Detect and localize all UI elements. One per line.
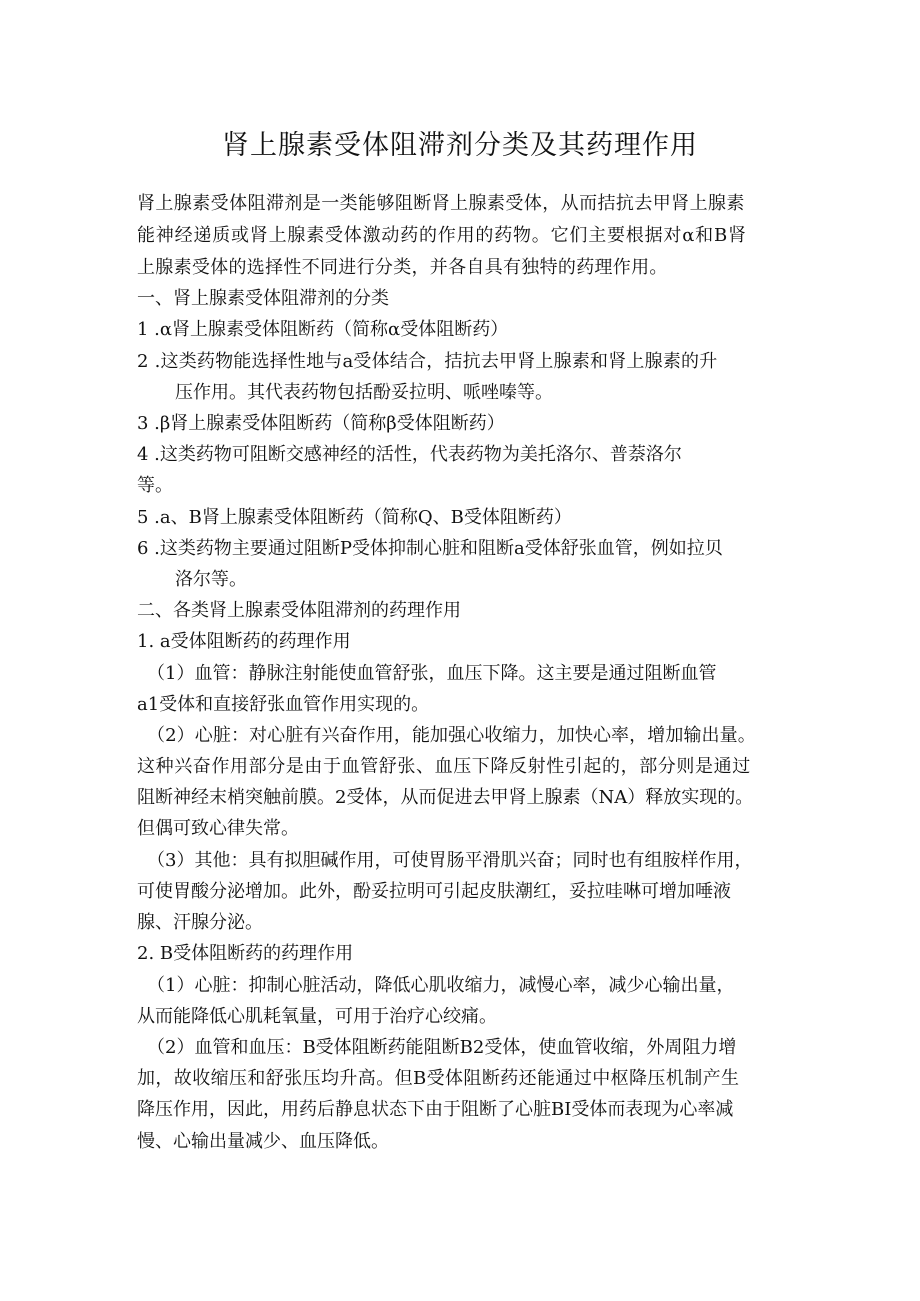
list-item-continuation: 等。 (137, 475, 173, 496)
paragraph-line: a1受体和直接舒张血管作用实现的。 (137, 694, 430, 715)
subsection-heading: 1. a受体阻断药的药理作用 (137, 631, 351, 652)
subsection-heading: 2. B受体阻断药的药理作用 (137, 943, 354, 964)
section-heading: 一、肾上腺素受体阻滞剂的分类 (137, 288, 389, 309)
paragraph-line: 但偶可致心律失常。 (137, 818, 299, 839)
list-item: 2 .这类药物能选择性地与a受体结合，拮抗去甲肾上腺素和肾上腺素的升 (137, 351, 718, 372)
paragraph-line: （2）血管和血压：B受体阻断药能阻断B2受体，使血管收缩，外周阻力增 (147, 1037, 737, 1058)
paragraph-line: 能神经递质或肾上腺素受体激动药的作用的药物。它们主要根据对α和B肾 (137, 225, 747, 246)
paragraph-line: （2）心脏：对心脏有兴奋作用，能加强心收缩力，加快心率，增加输出量。 (147, 725, 756, 746)
list-item-continuation: 洛尔等。 (175, 569, 247, 590)
paragraph-line: （1）心脏：抑制心脏活动，降低心肌收缩力，减慢心率，减少心输出量， (147, 975, 735, 996)
paragraph-line: 慢、心输出量减少、血压降低。 (137, 1131, 389, 1152)
paragraph-line: 阻断神经末梢突触前膜。2受体，从而促进去甲肾上腺素（NA）释放实现的。 (137, 787, 754, 808)
paragraph-line: 加，故收缩压和舒张压均升高。但B受体阻断药还能通过中枢降压机制产生 (137, 1068, 740, 1089)
section-heading: 二、各类肾上腺素受体阻滞剂的药理作用 (137, 600, 461, 621)
paragraph-line: 可使胃酸分泌增加。此外，酚妥拉明可引起皮肤潮红，妥拉哇啉可增加唾液 (137, 881, 731, 902)
list-item: 1 .α肾上腺素受体阻断药（简称α受体阻断药） (137, 319, 509, 340)
paragraph-line: （1）血管：静脉注射能使血管舒张，血压下降。这主要是通过阻断血管 (147, 663, 717, 684)
paragraph-line: 降压作用，因此，用药后静息状态下由于阻断了心脏BI受体而表现为心率减 (137, 1099, 734, 1120)
paragraph-line: 这种兴奋作用部分是由于血管舒张、血压下降反射性引起的，部分则是通过 (137, 756, 751, 777)
list-item: 3 .β肾上腺素受体阻断药（简称β受体阻断药） (137, 413, 505, 434)
list-item: 6 .这类药物主要通过阻断P受体抑制心脏和阻断a受体舒张血管，例如拉贝 (137, 538, 723, 559)
list-item: 4 .这类药物可阻断交感神经的活性，代表药物为美托洛尔、普萘洛尔 (137, 444, 682, 465)
paragraph-line: 腺、汗腺分泌。 (137, 912, 263, 933)
list-item: 5 .a、B肾上腺素受体阻断药（简称Q、B受体阻断药） (137, 507, 572, 528)
paragraph-line: （3）其他：具有拟胆碱作用，可使胃肠平滑肌兴奋；同时也有组胺样作用， (147, 850, 753, 871)
paragraph-line: 从而能降低心肌耗氧量，可用于治疗心绞痛。 (137, 1006, 497, 1027)
paragraph-line: 肾上腺素受体阻滞剂是一类能够阻断肾上腺素受体，从而拮抗去甲肾上腺素 (137, 193, 745, 214)
document-title: 肾上腺素受体阻滞剂分类及其药理作用 (222, 130, 698, 161)
list-item-continuation: 压作用。其代表药物包括酚妥拉明、哌唑嗪等。 (175, 382, 553, 403)
paragraph-line: 上腺素受体的选择性不同进行分类，并各自具有独特的药理作用。 (137, 257, 668, 278)
